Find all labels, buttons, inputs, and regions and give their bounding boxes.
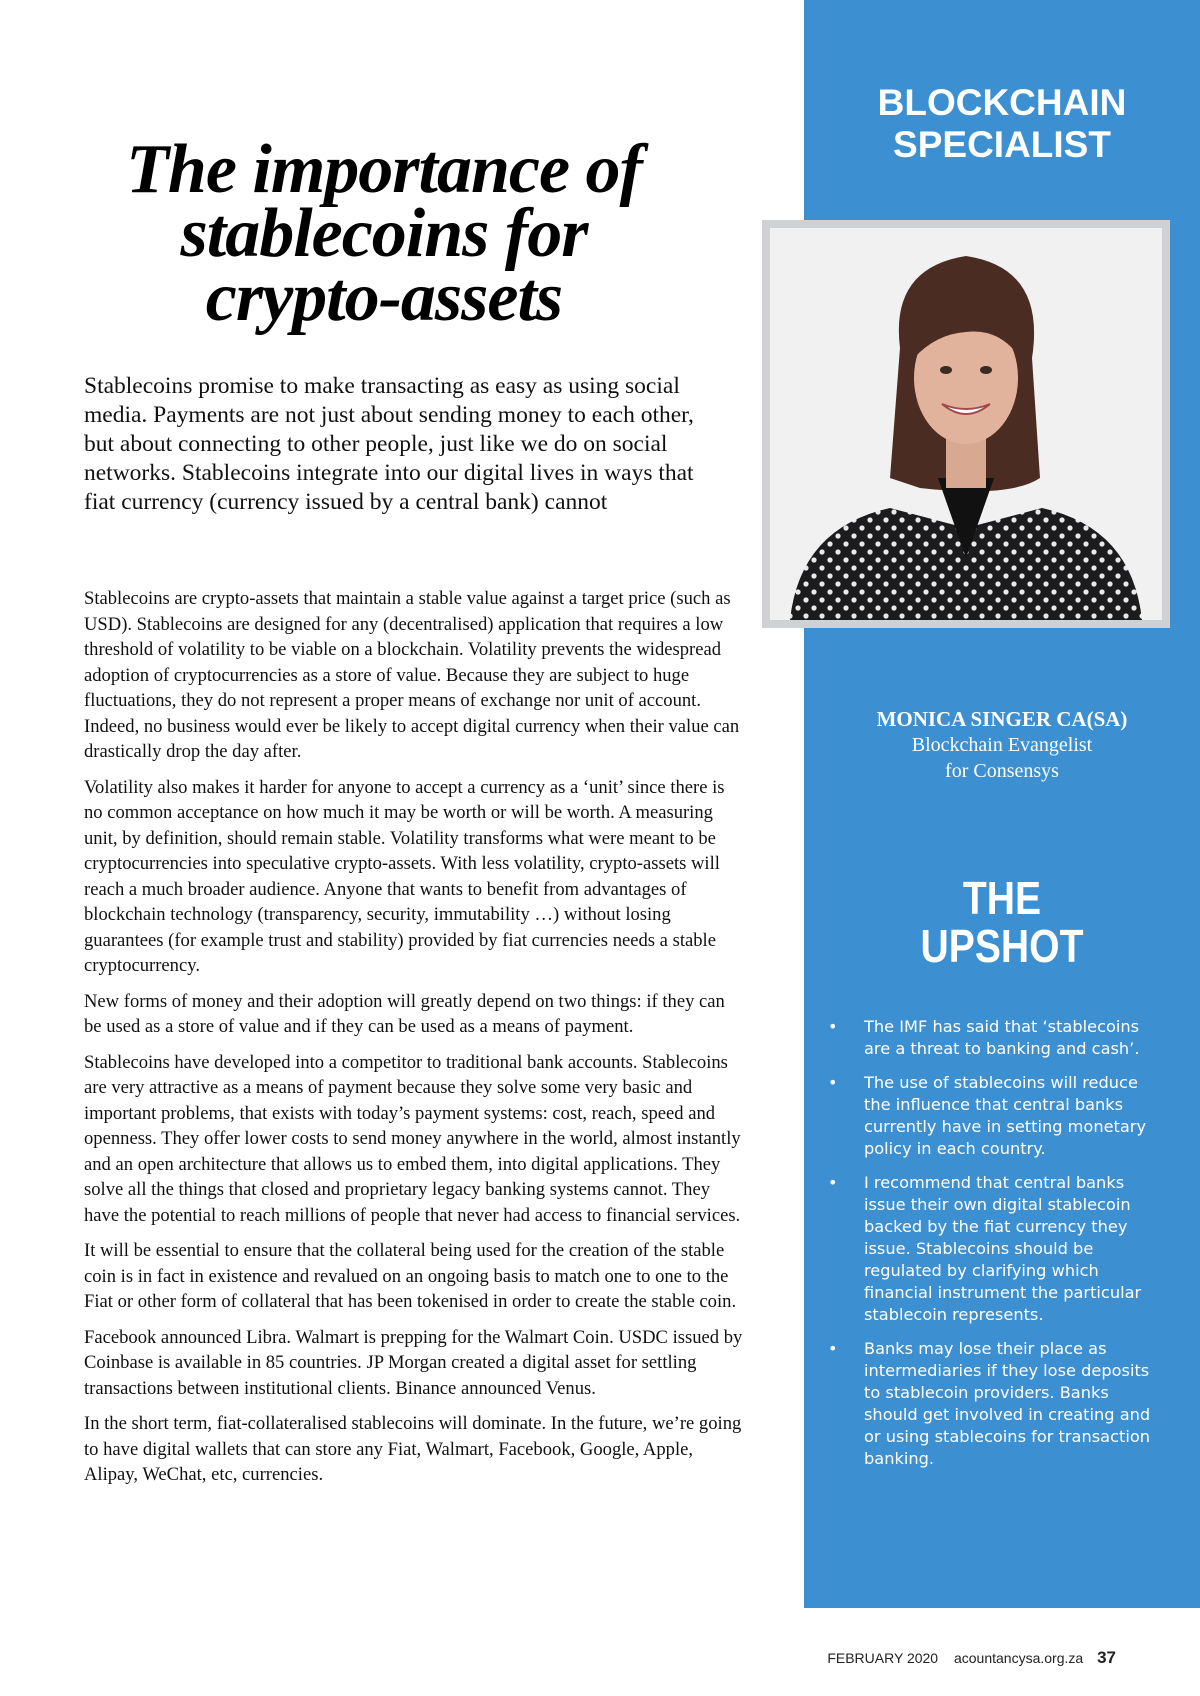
article-title [84, 131, 684, 336]
author-role-line: for Consensys [945, 760, 1059, 782]
upshot-item-text: The use of stablecoins will reduce the influence that central banks currently have in setting monetary policy in each country. [864, 1073, 1147, 1158]
bullet-icon: • [828, 1339, 838, 1358]
standfirst: Stablecoins promise to make transacting as easy as using social media. Payments are not just about sending money to each other, but about connecting to other people, just like we do on social networks. Stablecoins integrate into our digital lives in ways that fiat currency (currency issued by a central bank) cannot [84, 373, 694, 515]
upshot-item-text: The IMF has said that ‘stablecoins are a threat to banking and cash’. [864, 1017, 1140, 1058]
author-role [804, 732, 1200, 784]
body-paragraph: In the short term, fiat-collateralised stablecoins will dominate. In the future, we’re going to have digital wallets that can store any Fiat, Walmart, Facebook, Google, Apple, Alipay, WeChat, etc, currencies. [84, 1413, 742, 1485]
sidebar-heading-line: SPECIALIST [893, 124, 1111, 165]
body-paragraph: It will be essential to ensure that the collateral being used for the creation of the stable coin is in fact in existence and revalued on an ongoing basis to match one to one to the Fiat or other form of collateral that has been tokenised in order to create the stable coin. [84, 1240, 737, 1312]
title-line: stablecoins for [180, 195, 588, 272]
upshot-heading-line: UPSHOT [920, 920, 1084, 972]
bullet-icon: • [828, 1173, 838, 1192]
upshot-list [828, 1016, 1154, 1482]
body-paragraph: Volatility also makes it harder for anyone to accept a currency as a ‘unit’ since there is no common acceptance on how much it may be worth or will be worth. A measuring unit, by definition, should remain stable. Volatility transforms what were meant to be cryptocurrencies into speculative crypto-assets. With less volatility, crypto-assets will reach a much broader audience. Anyone that wants to benefit from advantages of blockchain technology (transparency, security, immutability …) without losing guarantees (for example trust and stability) provided by fiat currencies needs a stable cryptocurrency. [84, 776, 725, 976]
body-paragraph: Stablecoins are crypto-assets that maintain a stable value against a target price (such as USD). Stablecoins are designed for any (decentralised) application that requires a low threshold of volatility to be viable on a blockchain. Volatility prevents the widespread adoption of cryptocurrencies as a store of value. Because they are subject to huge fluctuations, they do not represent a proper means of exchange nor unit of account. Indeed, no business would ever be likely to accept digital currency when their value can drastically drop the day after. [84, 588, 740, 762]
body-paragraph: Stablecoins have developed into a competitor to traditional bank accounts. Stablecoins are very attractive as a means of payment because they solve some very basic and important problems, that exists with today’s payment systems: cost, reach, speed and openness. They offer lower costs to send money anywhere in the world, almost instantly and an open architecture that allows us to embed them, into digital applications. They solve all the things that closed and proprietary legacy banking systems cannot. They have the potential to reach millions of people that never had access to financial services. [84, 1051, 741, 1226]
upshot-heading [834, 874, 1171, 970]
author-byline [804, 706, 1200, 784]
author-name: MONICA SINGER CA(SA) [876, 707, 1128, 731]
title-line: crypto-assets [205, 259, 563, 336]
upshot-item-text: I recommend that central banks issue their own digital stablecoin backed by the fiat currency they issue. Stablecoins should be regulated by clarifying which financial instrument the particular stablecoin represents. [864, 1173, 1142, 1324]
body-paragraph: Facebook announced Libra. Walmart is prepping for the Walmart Coin. USDC issued by Coinbase is available in 85 countries. JP Morgan created a digital asset for settling transactions between institutional clients. Binance announced Venus. [84, 1326, 743, 1399]
upshot-item [828, 1172, 1154, 1326]
author-portrait-illustration [770, 228, 1162, 620]
author-photo [762, 220, 1170, 628]
title-line: The importance of [126, 131, 642, 208]
upshot-heading-line: THE [962, 872, 1042, 924]
page-number: 37 [1097, 1648, 1116, 1667]
issue-date: FEBRUARY 2020 [827, 1650, 939, 1666]
upshot-item-text: Banks may lose their place as intermediaries if they lose deposits to stablecoin providers. Banks should get involved in creating and or using stablecoins for transaction banking. [864, 1339, 1151, 1468]
upshot-item [828, 1016, 1154, 1060]
sidebar-heading [804, 82, 1200, 166]
sidebar-heading-line: BLOCKCHAIN [877, 82, 1127, 123]
author-role-line: Blockchain Evangelist [911, 734, 1093, 756]
website-link[interactable]: acountancysa.org.za [953, 1650, 1084, 1666]
article-body [84, 586, 744, 1498]
upshot-item [828, 1338, 1154, 1470]
body-paragraph: New forms of money and their adoption will greatly depend on two things: if they can be used as a store of value and if they can be used as a means of payment. [84, 990, 725, 1037]
page-footer [827, 1648, 1116, 1668]
bullet-icon: • [828, 1017, 838, 1036]
upshot-item [828, 1072, 1154, 1160]
bullet-icon: • [828, 1073, 838, 1092]
